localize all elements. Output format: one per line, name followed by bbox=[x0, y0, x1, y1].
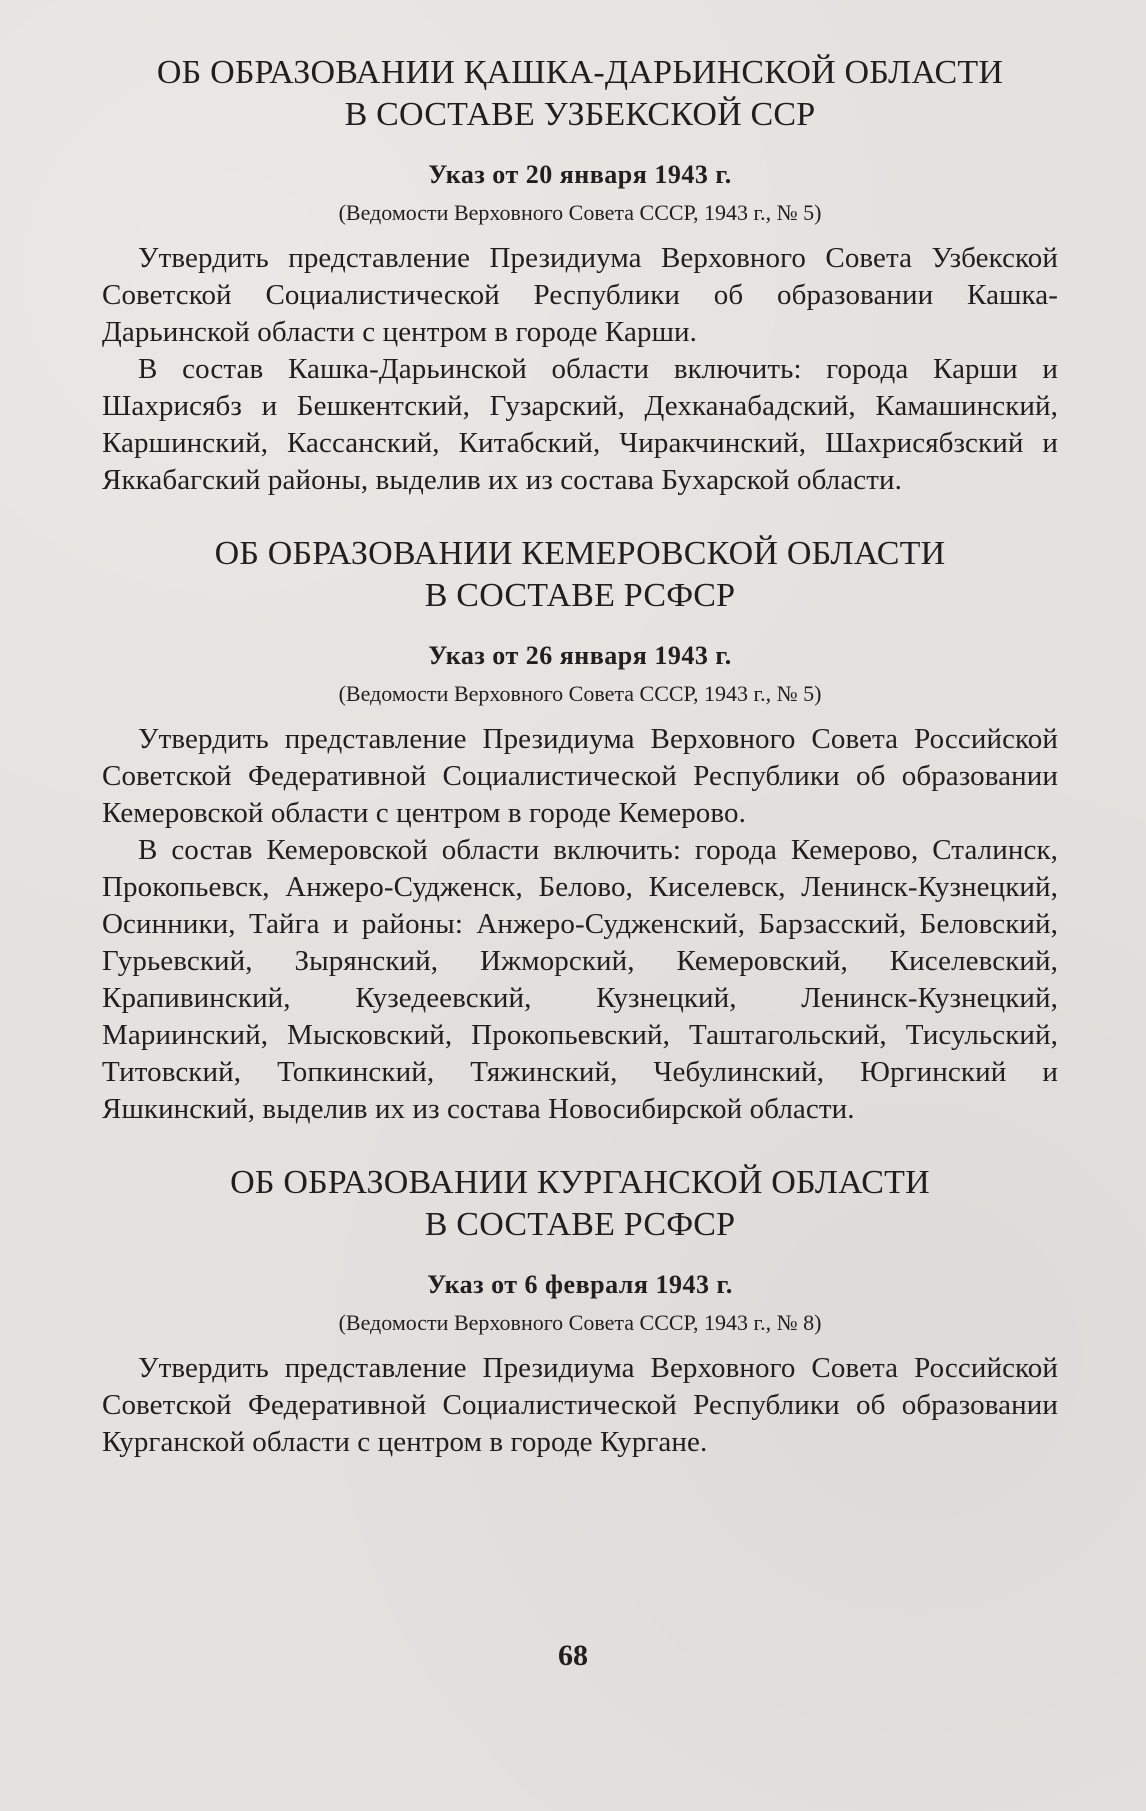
paragraph: В состав Кемеровской области включить: города Кемерово, Сталинск, Прокопьевск, Анжеро-Судженск, Белово, Киселевск, Ленинск-Кузнецкий, Осинники, Тайга и районы: Анжеро-Судженский, Барзасский, Беловский, Гурьевский, Зырянский, Ижморский, Кемеровский, Киселевский, Крапивинский, Кузедеевский, Кузнецкий, Ленинск-Кузнецкий, Мариинский, Мысковский, Прокопьевский, Таштагольский, Тисульский, Титовский, Топкинский, Тяжинский, Чебулинский, Юргинский и Яшкинский, выделив их из состава Новосибирской области. bbox=[102, 834, 1058, 1125]
source-line: (Ведомости Верховного Совета СССР, 1943 г., № 8) bbox=[338, 1310, 822, 1335]
paragraph: Утвердить представление Президиума Верховного Совета Российской Советской Федеративной Социалистической Республики об образовании Кемеровской области с центром в городе Кемерово. bbox=[102, 723, 1058, 829]
source-line: (Ведомости Верховного Совета СССР, 1943 г., № 5) bbox=[338, 200, 822, 225]
title-line-2: В СОСТАВЕ УЗБЕКСКОЙ ССР bbox=[344, 96, 816, 133]
section-kashka-darya bbox=[102, 52, 1058, 499]
paragraph: В состав Кашка-Дарьинской области включить: города Карши и Шахрисябз и Бешкентский, Гузарский, Дехканабадский, Камашинский, Каршинский, Кассанский, Китабский, Чиракчинский, Шахрисябзский и Яккабагский районы, выделив их из состава Бухарской области. bbox=[102, 353, 1058, 496]
section-kurgan bbox=[102, 1162, 1058, 1461]
decree-line: Указ от 6 февраля 1943 г. bbox=[427, 1270, 733, 1299]
source-line: (Ведомости Верховного Совета СССР, 1943 г., № 5) bbox=[338, 681, 822, 706]
decree-line: Указ от 26 января 1943 г. bbox=[428, 641, 732, 670]
section-title bbox=[102, 52, 1058, 136]
section-title bbox=[102, 1162, 1058, 1246]
paragraph: Утвердить представление Президиума Верховного Совета Российской Советской Федеративной Социалистической Республики об образовании Курганской области с центром в городе Кургане. bbox=[102, 1352, 1058, 1458]
title-line-2: В СОСТАВЕ РСФСР bbox=[424, 577, 736, 614]
section-title bbox=[102, 533, 1058, 617]
page-number: 68 bbox=[558, 1639, 588, 1672]
section-kemerovo bbox=[102, 533, 1058, 1128]
title-line-1: ОБ ОБРАЗОВАНИИ КУРГАНСКОЙ ОБЛАСТИ bbox=[230, 1164, 930, 1201]
title-line-2: В СОСТАВЕ РСФСР bbox=[424, 1206, 736, 1243]
paragraph: Утвердить представление Президиума Верховного Совета Узбекской Советской Социалистической Республики об образовании Кашка-Дарьинской области с центром в городе Карши. bbox=[102, 242, 1058, 348]
title-line-1: ОБ ОБРАЗОВАНИИ КЕМЕРОВСКОЙ ОБЛАСТИ bbox=[214, 535, 946, 572]
title-line-1: ОБ ОБРАЗОВАНИИ ҚАШКА-ДАРЬИНСКОЙ ОБЛАСТИ bbox=[156, 54, 1004, 91]
decree-line: Указ от 20 января 1943 г. bbox=[428, 160, 732, 189]
